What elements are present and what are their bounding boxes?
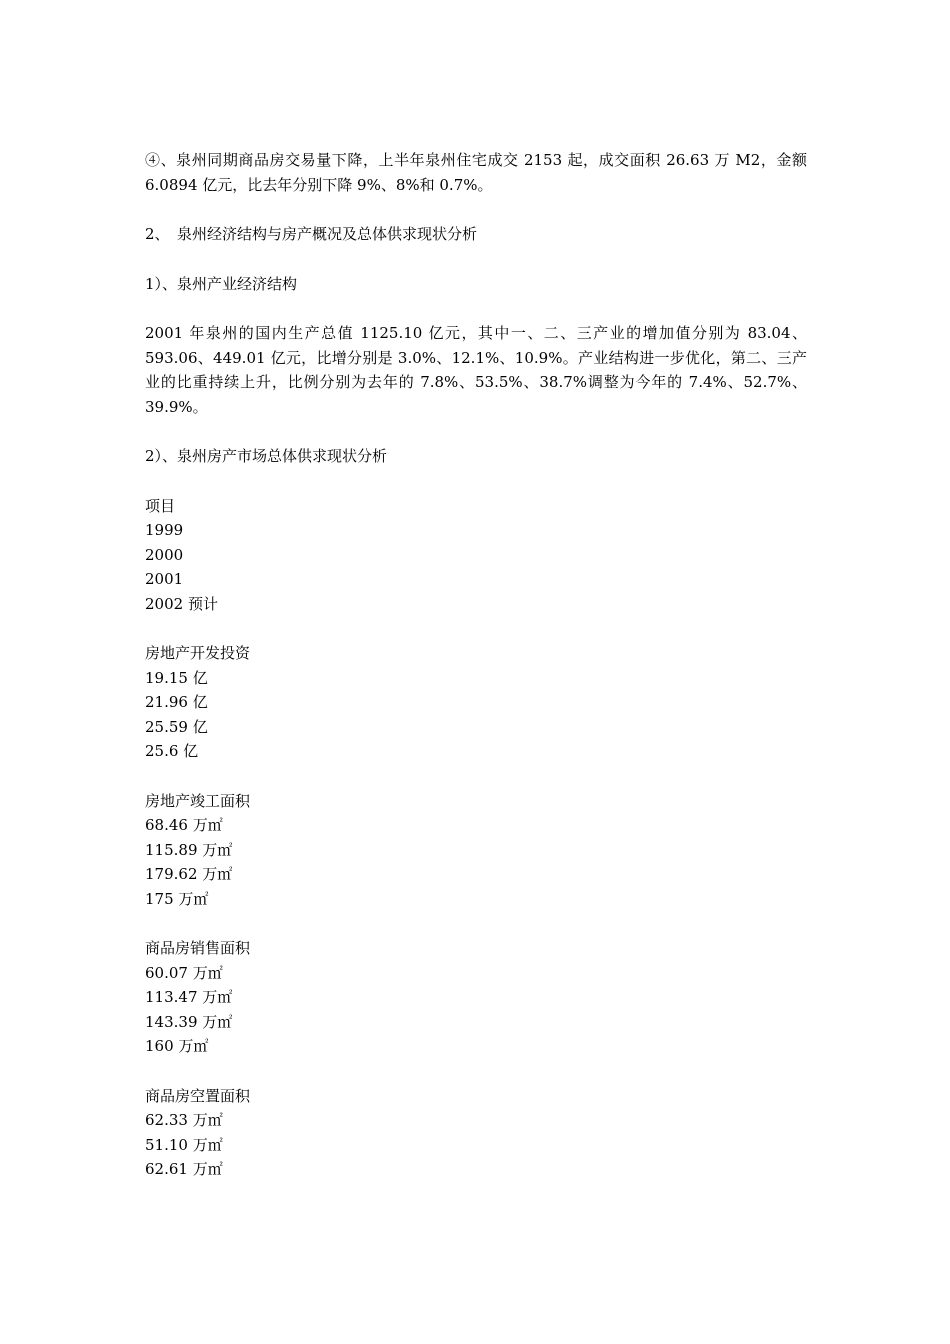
table-cell: 160 万㎡ <box>145 1037 209 1055</box>
paragraph-sales-decline: ④、泉州同期商品房交易量下降，上半年泉州住宅成交 2153 起，成交面积 26.63 万 M2，金额 6.0894 亿元，比去年分别下降 9%、8%和 0.7%。 <box>145 151 807 194</box>
table-cell: 115.89 万㎡ <box>145 840 233 859</box>
table-cell: 25.6 亿 <box>145 742 199 760</box>
table-cell: 1999 <box>145 521 184 539</box>
table-cell: 113.47 万㎡ <box>145 988 233 1006</box>
table-cell: 商品房销售面积 <box>145 939 251 957</box>
table-cell: 51.10 万㎡ <box>145 1135 223 1154</box>
table-investment-block <box>145 641 807 764</box>
table-cell: 房地产开发投资 <box>145 644 251 662</box>
subsection-heading-1: 1）、泉州产业经济结构 <box>145 274 298 293</box>
section-number: 2、 <box>145 225 170 243</box>
section-heading-2 <box>145 222 807 247</box>
table-cell: 143.39 万㎡ <box>145 1012 233 1031</box>
table-cell: 2001 <box>145 570 184 588</box>
table-cell: 68.46 万㎡ <box>145 816 223 834</box>
table-cell: 商品房空置面积 <box>145 1086 251 1105</box>
table-cell: 60.07 万㎡ <box>145 963 223 982</box>
table-vacant-block <box>145 1084 807 1182</box>
table-cell: 62.33 万㎡ <box>145 1111 223 1129</box>
table-cell: 21.96 亿 <box>145 693 208 711</box>
table-cell: 2002 预计 <box>145 594 218 613</box>
document-page <box>145 148 807 1207</box>
table-cell: 179.62 万㎡ <box>145 865 233 883</box>
table-cell: 19.15 亿 <box>145 668 208 687</box>
table-header-block <box>145 494 807 617</box>
table-cell: 175 万㎡ <box>145 889 209 908</box>
table-completed-block <box>145 789 807 912</box>
table-cell: 项目 <box>145 496 176 515</box>
table-sold-block <box>145 936 807 1059</box>
section-title: 泉州经济结构与房产概况及总体供求现状分析 <box>177 225 478 243</box>
table-cell: 25.59 亿 <box>145 717 208 736</box>
paragraph-industry-structure: 2001 年泉州的国内生产总值 1125.10 亿元，其中一、二、三产业的增加值分别为 83.04、593.06、449.01 亿元，比增分别是 3.0%、12.1%、10.9%。产业结构进一步优化，第二、三产业的比重持续上升，比例分别为去年的 7.8%、53.5%、38.7%调整为今年的 7.4%、52.7%、39.9%。 <box>145 324 807 416</box>
table-cell: 2000 <box>145 545 184 564</box>
table-cell: 62.61 万㎡ <box>145 1160 223 1178</box>
table-cell: 房地产竣工面积 <box>145 791 251 810</box>
subsection-heading-2: 2）、泉州房产市场总体供求现状分析 <box>145 447 388 465</box>
